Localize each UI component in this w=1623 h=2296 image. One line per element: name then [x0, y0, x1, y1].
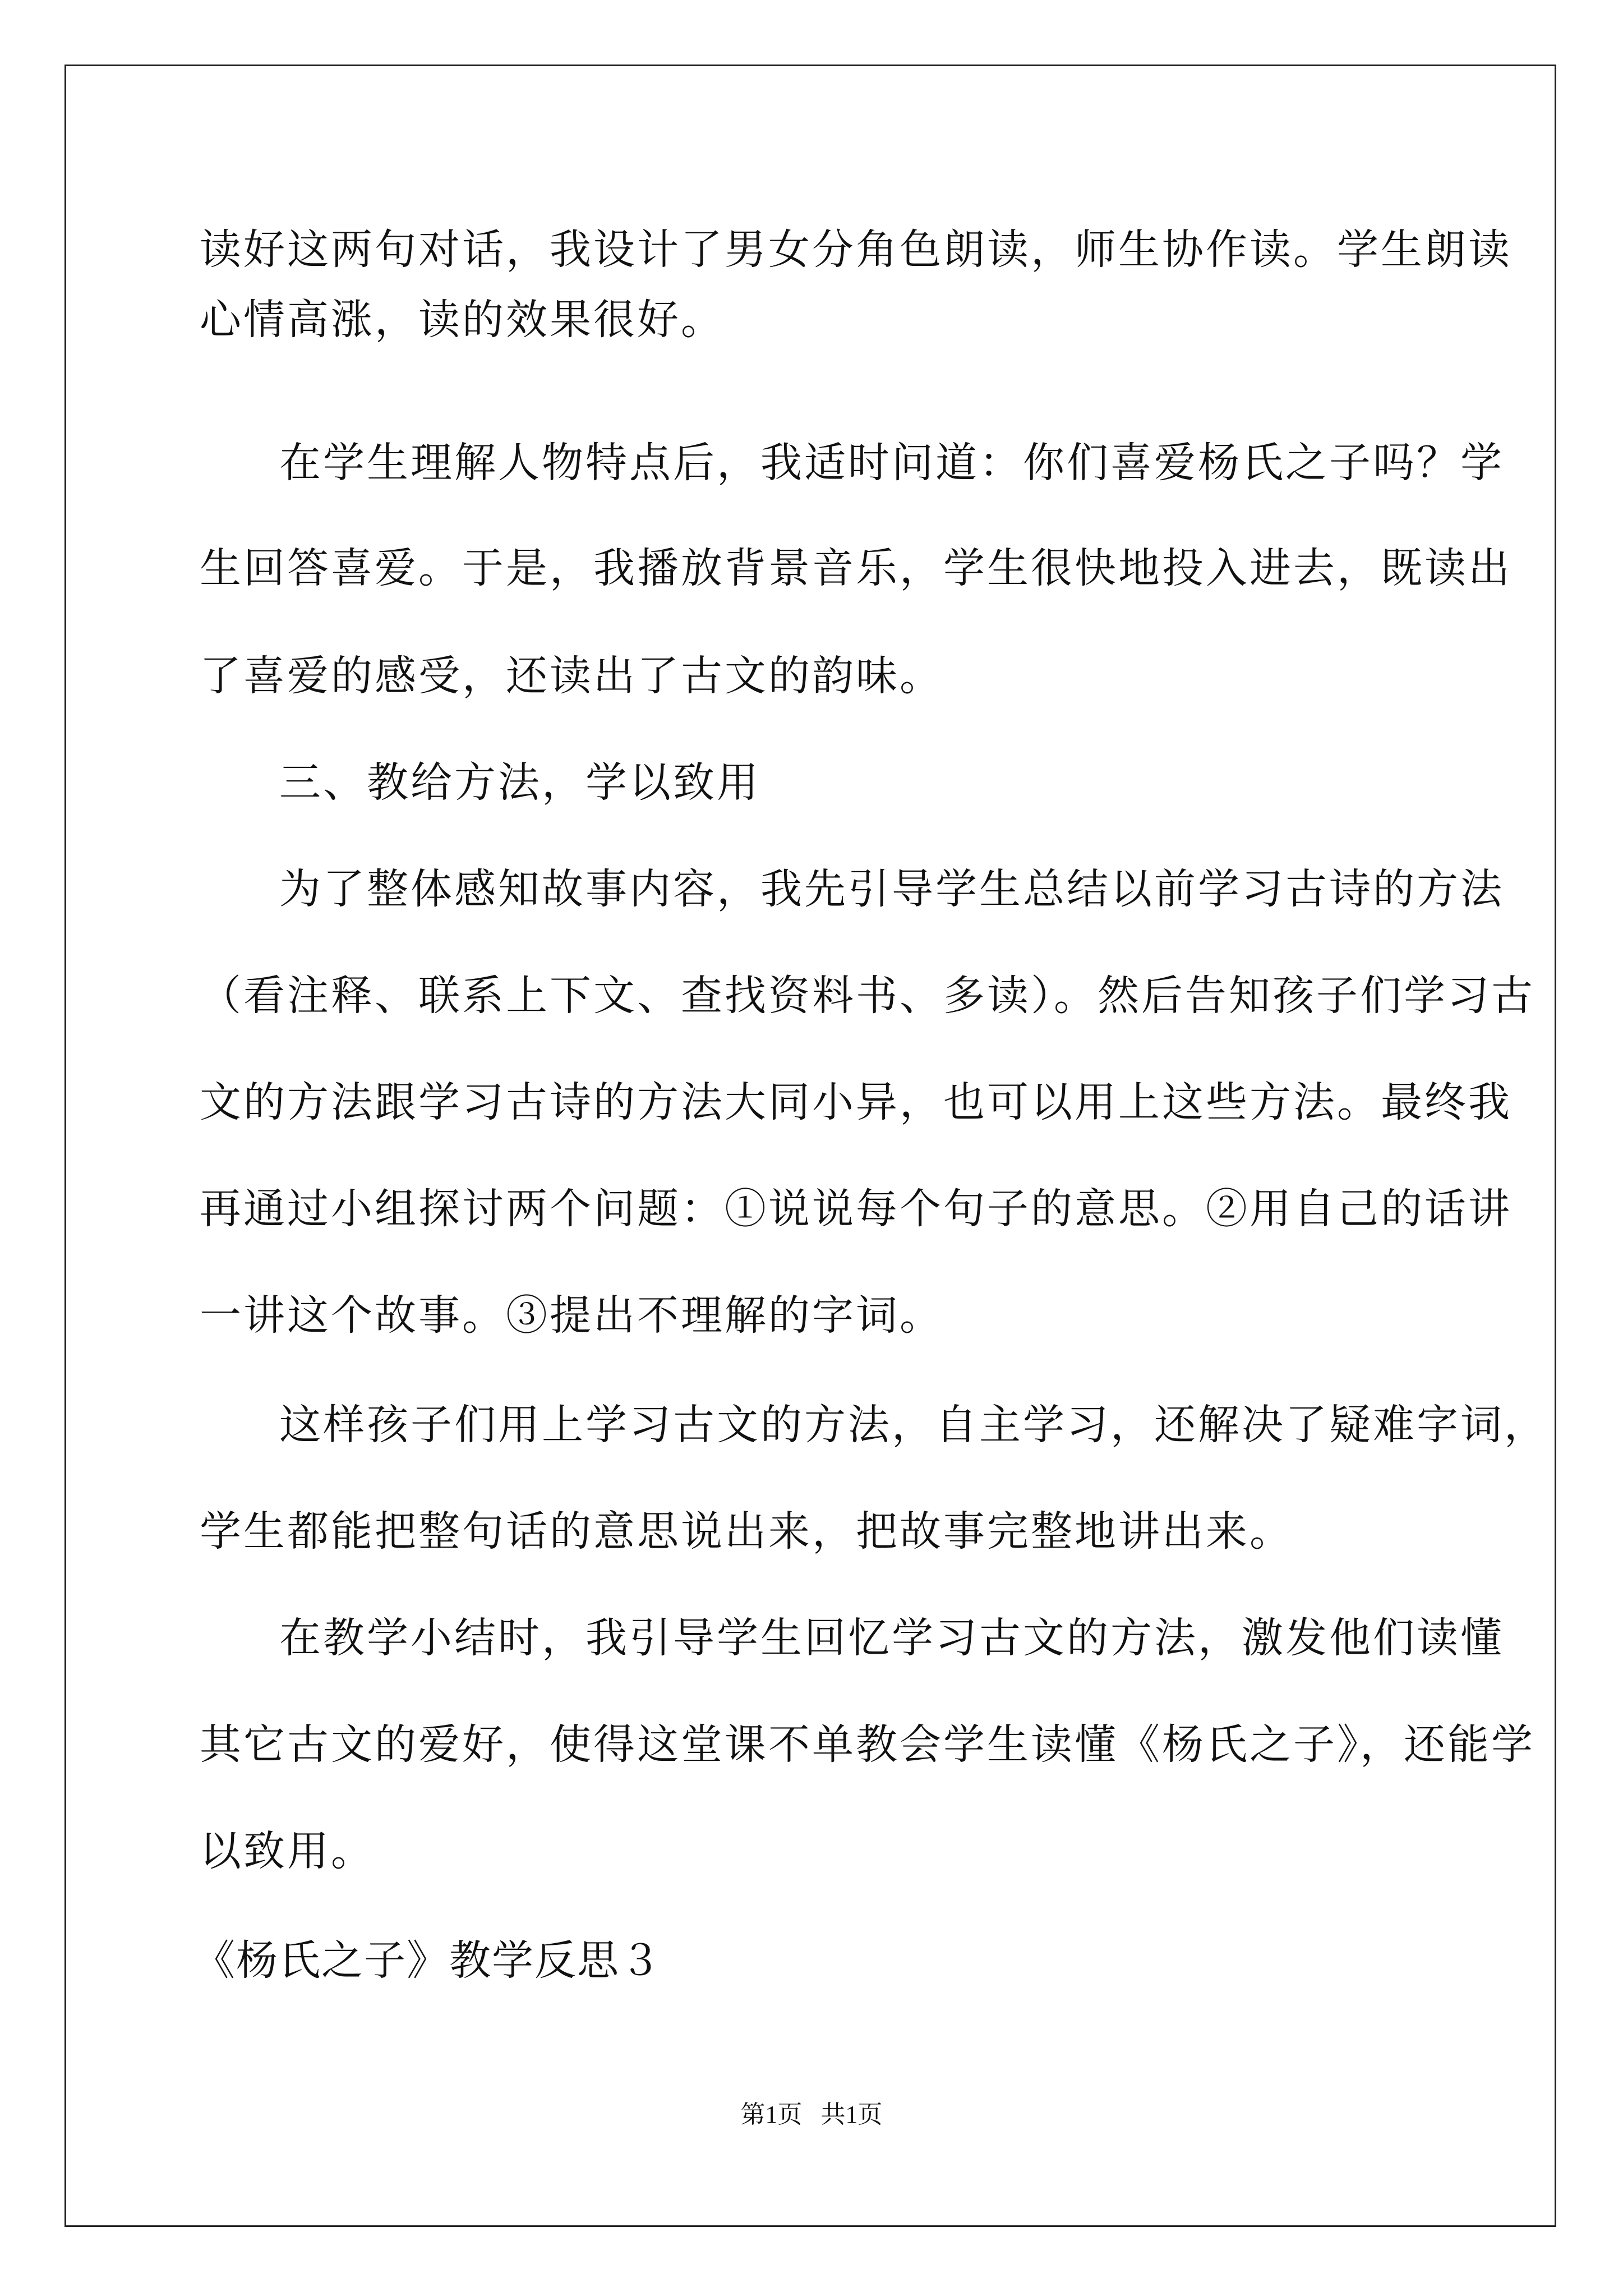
- paragraph-line: 在教学小结时，我引导学生回忆学习古文的方法，激发他们读懂: [279, 1614, 1504, 1662]
- paragraph-line: （看注释、联系上下文、查找资料书、多读）。然后告知孩子们学习古: [200, 972, 1535, 1020]
- paragraph-line: 为了整体感知故事内容，我先引导学生总结以前学习古诗的方法: [279, 865, 1504, 913]
- paragraph-line: 这样孩子们用上学习古文的方法，自主学习，还解决了疑难字词，: [279, 1401, 1548, 1449]
- paragraph-line: 读好这两句对话，我设计了男女分角色朗读，师生协作读。学生朗读: [200, 226, 1512, 274]
- paragraph-line: 文的方法跟学习古诗的方法大同小异，也可以用上这些方法。最终我: [200, 1078, 1512, 1126]
- paragraph-line: 生回答喜爱。于是，我播放背景音乐，学生很快地投入进去，既读出: [200, 544, 1512, 592]
- paragraph-line: 了喜爱的感受，还读出了古文的韵味。: [200, 652, 943, 700]
- section-title: 《杨氏之子》教学反思３: [193, 1936, 662, 1985]
- page-border: [64, 65, 1556, 2227]
- paragraph-line: 在学生理解人物特点后，我适时问道：你们喜爱杨氏之子吗？学: [279, 439, 1504, 487]
- paragraph-line: 心情高涨，读的效果很好。: [200, 296, 725, 344]
- paragraph-line: 学生都能把整句话的意思说出来，把故事完整地讲出来。: [200, 1507, 1293, 1556]
- paragraph-line: 再通过小组探讨两个问题：①说说每个句子的意思。②用自己的话讲: [200, 1185, 1512, 1233]
- subsection-heading: 三、教给方法，学以致用: [279, 758, 760, 807]
- paragraph-line: 一讲这个故事。③提出不理解的字词。: [200, 1291, 943, 1340]
- page-number-footer: 第1页 共1页: [740, 2101, 883, 2128]
- paragraph-line: 以致用。: [200, 1827, 375, 1875]
- paragraph-line: 其它古文的爱好，使得这堂课不单教会学生读懂《杨氏之子》，还能学: [200, 1720, 1535, 1769]
